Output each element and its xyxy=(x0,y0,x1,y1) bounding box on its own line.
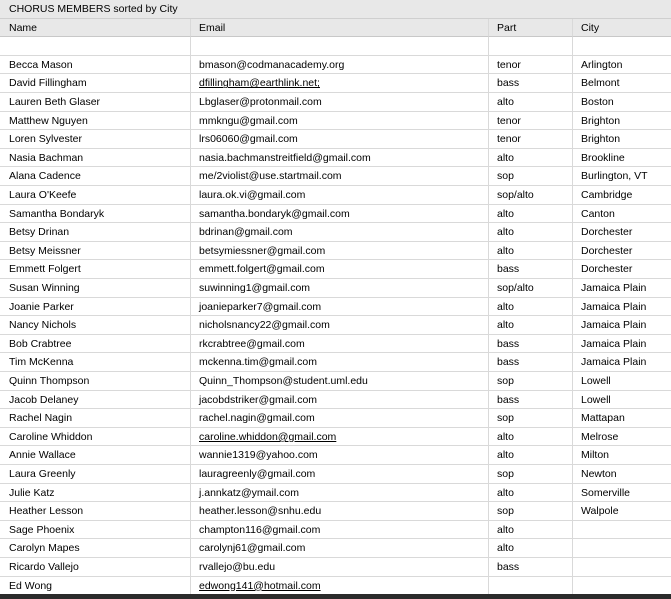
city-cell[interactable]: Lowell xyxy=(572,372,671,391)
empty-row xyxy=(0,37,671,56)
email-cell[interactable]: Quinn_Thompson@student.uml.edu xyxy=(190,372,488,391)
table-row xyxy=(0,428,671,447)
name-cell[interactable]: Bob Crabtree xyxy=(0,335,190,354)
email-cell[interactable]: mmkngu@gmail.com xyxy=(190,112,488,131)
empty-cell[interactable] xyxy=(488,37,572,56)
name-cell[interactable]: Laura Greenly xyxy=(0,465,190,484)
city-cell[interactable]: Arlington xyxy=(572,56,671,75)
part-cell[interactable]: alto xyxy=(488,93,572,112)
name-cell[interactable]: David Fillingham xyxy=(0,74,190,93)
part-cell[interactable]: alto xyxy=(488,521,572,540)
table-row xyxy=(0,335,671,354)
column-header-city[interactable]: City xyxy=(572,19,671,38)
email-cell[interactable]: bmason@codmanacademy.org xyxy=(190,56,488,75)
name-cell[interactable]: Matthew Nguyen xyxy=(0,112,190,131)
empty-cell[interactable] xyxy=(190,37,488,56)
part-cell[interactable]: sop/alto xyxy=(488,279,572,298)
name-cell[interactable]: Becca Mason xyxy=(0,56,190,75)
table-row xyxy=(0,372,671,391)
city-cell[interactable]: Dorchester xyxy=(572,242,671,261)
part-cell[interactable]: alto xyxy=(488,223,572,242)
part-cell[interactable]: sop xyxy=(488,502,572,521)
part-cell[interactable] xyxy=(488,577,572,596)
email-cell[interactable]: j.annkatz@ymail.com xyxy=(190,484,488,503)
name-cell[interactable]: Loren Sylvester xyxy=(0,130,190,149)
part-cell[interactable]: tenor xyxy=(488,56,572,75)
city-cell[interactable]: Milton xyxy=(572,446,671,465)
table-row xyxy=(0,446,671,465)
table-row xyxy=(0,93,671,112)
table-row xyxy=(0,149,671,168)
email-cell[interactable]: edwong141@hotmail.com xyxy=(190,577,488,596)
email-cell[interactable]: emmett.folgert@gmail.com xyxy=(190,260,488,279)
name-cell[interactable]: Lauren Beth Glaser xyxy=(0,93,190,112)
name-cell[interactable]: Tim McKenna xyxy=(0,353,190,372)
table-row xyxy=(0,223,671,242)
name-cell[interactable]: Sage Phoenix xyxy=(0,521,190,540)
name-cell[interactable]: Ricardo Vallejo xyxy=(0,558,190,577)
name-cell[interactable]: Nancy Nichols xyxy=(0,316,190,335)
email-cell[interactable]: mckenna.tim@gmail.com xyxy=(190,353,488,372)
part-cell[interactable]: tenor xyxy=(488,112,572,131)
table-row xyxy=(0,279,671,298)
email-cell[interactable]: lauragreenly@gmail.com xyxy=(190,465,488,484)
part-cell[interactable]: alto xyxy=(488,484,572,503)
city-cell[interactable]: Brighton xyxy=(572,112,671,131)
part-cell[interactable]: bass xyxy=(488,391,572,410)
part-cell[interactable]: sop xyxy=(488,465,572,484)
part-cell[interactable]: alto xyxy=(488,242,572,261)
part-cell[interactable]: bass xyxy=(488,74,572,93)
part-cell[interactable]: alto xyxy=(488,149,572,168)
email-cell[interactable]: betsymiessner@gmail.com xyxy=(190,242,488,261)
email-cell[interactable]: dfillingham@earthlink.net; xyxy=(190,74,488,93)
name-cell[interactable]: Susan Winning xyxy=(0,279,190,298)
part-cell[interactable]: bass xyxy=(488,558,572,577)
city-cell[interactable]: Dorchester xyxy=(572,223,671,242)
part-cell[interactable]: bass xyxy=(488,353,572,372)
name-cell[interactable]: Betsy Meissner xyxy=(0,242,190,261)
email-cell[interactable]: nicholsnancy22@gmail.com xyxy=(190,316,488,335)
email-cell[interactable]: champton116@gmail.com xyxy=(190,521,488,540)
part-cell[interactable]: sop xyxy=(488,167,572,186)
city-cell[interactable]: Lowell xyxy=(572,391,671,410)
table-row xyxy=(0,167,671,186)
city-cell[interactable]: Jamaica Plain xyxy=(572,279,671,298)
part-cell[interactable]: sop xyxy=(488,409,572,428)
email-cell[interactable]: bdrinan@gmail.com xyxy=(190,223,488,242)
column-header-name[interactable]: Name xyxy=(0,19,190,38)
part-cell[interactable]: sop xyxy=(488,372,572,391)
name-cell[interactable]: Alana Cadence xyxy=(0,167,190,186)
part-cell[interactable]: alto xyxy=(488,446,572,465)
name-cell[interactable]: Laura O'Keefe xyxy=(0,186,190,205)
email-cell[interactable]: caroline.whiddon@gmail.com xyxy=(190,428,488,447)
table-row xyxy=(0,260,671,279)
city-cell[interactable]: Belmont xyxy=(572,74,671,93)
bottom-edge xyxy=(0,594,671,599)
city-cell[interactable]: Somerville xyxy=(572,484,671,503)
table-row xyxy=(0,316,671,335)
email-cell[interactable]: nasia.bachmanstreitfield@gmail.com xyxy=(190,149,488,168)
part-cell[interactable]: alto xyxy=(488,298,572,317)
city-cell[interactable] xyxy=(572,539,671,558)
part-cell[interactable]: sop/alto xyxy=(488,186,572,205)
name-cell[interactable]: Quinn Thompson xyxy=(0,372,190,391)
name-cell[interactable]: Nasia Bachman xyxy=(0,149,190,168)
table-row xyxy=(0,409,671,428)
email-cell[interactable]: laura.ok.vi@gmail.com xyxy=(190,186,488,205)
table-row xyxy=(0,112,671,131)
empty-cell[interactable] xyxy=(0,37,190,56)
email-cell[interactable]: lrs06060@gmail.com xyxy=(190,130,488,149)
city-cell[interactable] xyxy=(572,558,671,577)
city-cell[interactable]: Walpole xyxy=(572,502,671,521)
table-row xyxy=(0,130,671,149)
email-cell[interactable]: wannie1319@yahoo.com xyxy=(190,446,488,465)
table-row xyxy=(0,502,671,521)
name-cell[interactable]: Joanie Parker xyxy=(0,298,190,317)
table-row xyxy=(0,539,671,558)
part-cell[interactable]: alto xyxy=(488,428,572,447)
table-row xyxy=(0,242,671,261)
name-cell[interactable]: Jacob Delaney xyxy=(0,391,190,410)
email-cell[interactable]: samantha.bondaryk@gmail.com xyxy=(190,205,488,224)
email-cell[interactable]: me/2violist@use.startmail.com xyxy=(190,167,488,186)
email-cell[interactable]: suwinning1@gmail.com xyxy=(190,279,488,298)
city-cell[interactable]: Burlington, VT xyxy=(572,167,671,186)
table-row xyxy=(0,353,671,372)
table-row xyxy=(0,558,671,577)
city-cell[interactable]: Canton xyxy=(572,205,671,224)
city-cell[interactable]: Jamaica Plain xyxy=(572,353,671,372)
part-cell[interactable]: tenor xyxy=(488,130,572,149)
name-cell[interactable]: Samantha Bondaryk xyxy=(0,205,190,224)
sheet-title[interactable]: CHORUS MEMBERS sorted by City xyxy=(0,0,671,19)
table-row xyxy=(0,186,671,205)
email-cell[interactable]: carolynj61@gmail.com xyxy=(190,539,488,558)
name-cell[interactable]: Betsy Drinan xyxy=(0,223,190,242)
name-cell[interactable]: Caroline Whiddon xyxy=(0,428,190,447)
table-row xyxy=(0,465,671,484)
name-cell[interactable]: Emmett Folgert xyxy=(0,260,190,279)
name-cell[interactable]: Annie Wallace xyxy=(0,446,190,465)
part-cell[interactable]: alto xyxy=(488,316,572,335)
title-row xyxy=(0,0,671,19)
email-cell[interactable]: rvallejo@bu.edu xyxy=(190,558,488,577)
city-cell[interactable]: Melrose xyxy=(572,428,671,447)
header-row xyxy=(0,19,671,38)
email-cell[interactable]: joanieparker7@gmail.com xyxy=(190,298,488,317)
empty-cell[interactable] xyxy=(572,37,671,56)
email-cell[interactable]: rachel.nagin@gmail.com xyxy=(190,409,488,428)
email-cell[interactable]: jacobdstriker@gmail.com xyxy=(190,391,488,410)
city-cell[interactable]: Boston xyxy=(572,93,671,112)
city-cell[interactable]: Mattapan xyxy=(572,409,671,428)
city-cell[interactable]: Newton xyxy=(572,465,671,484)
city-cell[interactable]: Dorchester xyxy=(572,260,671,279)
part-cell[interactable]: alto xyxy=(488,205,572,224)
city-cell[interactable] xyxy=(572,521,671,540)
table-row xyxy=(0,74,671,93)
city-cell[interactable]: Jamaica Plain xyxy=(572,316,671,335)
table-row xyxy=(0,205,671,224)
table-row xyxy=(0,521,671,540)
email-cell[interactable]: rkcrabtree@gmail.com xyxy=(190,335,488,354)
city-cell[interactable] xyxy=(572,577,671,596)
part-cell[interactable]: alto xyxy=(488,539,572,558)
name-cell[interactable]: Carolyn Mapes xyxy=(0,539,190,558)
table-row xyxy=(0,391,671,410)
part-cell[interactable]: bass xyxy=(488,335,572,354)
column-header-part[interactable]: Part xyxy=(488,19,572,38)
part-cell[interactable]: bass xyxy=(488,260,572,279)
city-cell[interactable]: Jamaica Plain xyxy=(572,335,671,354)
name-cell[interactable]: Ed Wong xyxy=(0,577,190,596)
table-row xyxy=(0,56,671,75)
city-cell[interactable]: Brighton xyxy=(572,130,671,149)
table-row xyxy=(0,298,671,317)
city-cell[interactable]: Jamaica Plain xyxy=(572,298,671,317)
city-cell[interactable]: Cambridge xyxy=(572,186,671,205)
email-cell[interactable]: Lbglaser@protonmail.com xyxy=(190,93,488,112)
name-cell[interactable]: Heather Lesson xyxy=(0,502,190,521)
name-cell[interactable]: Rachel Nagin xyxy=(0,409,190,428)
table-row xyxy=(0,484,671,503)
email-cell[interactable]: heather.lesson@snhu.edu xyxy=(190,502,488,521)
city-cell[interactable]: Brookline xyxy=(572,149,671,168)
name-cell[interactable]: Julie Katz xyxy=(0,484,190,503)
column-header-email[interactable]: Email xyxy=(190,19,488,38)
table-row xyxy=(0,577,671,596)
